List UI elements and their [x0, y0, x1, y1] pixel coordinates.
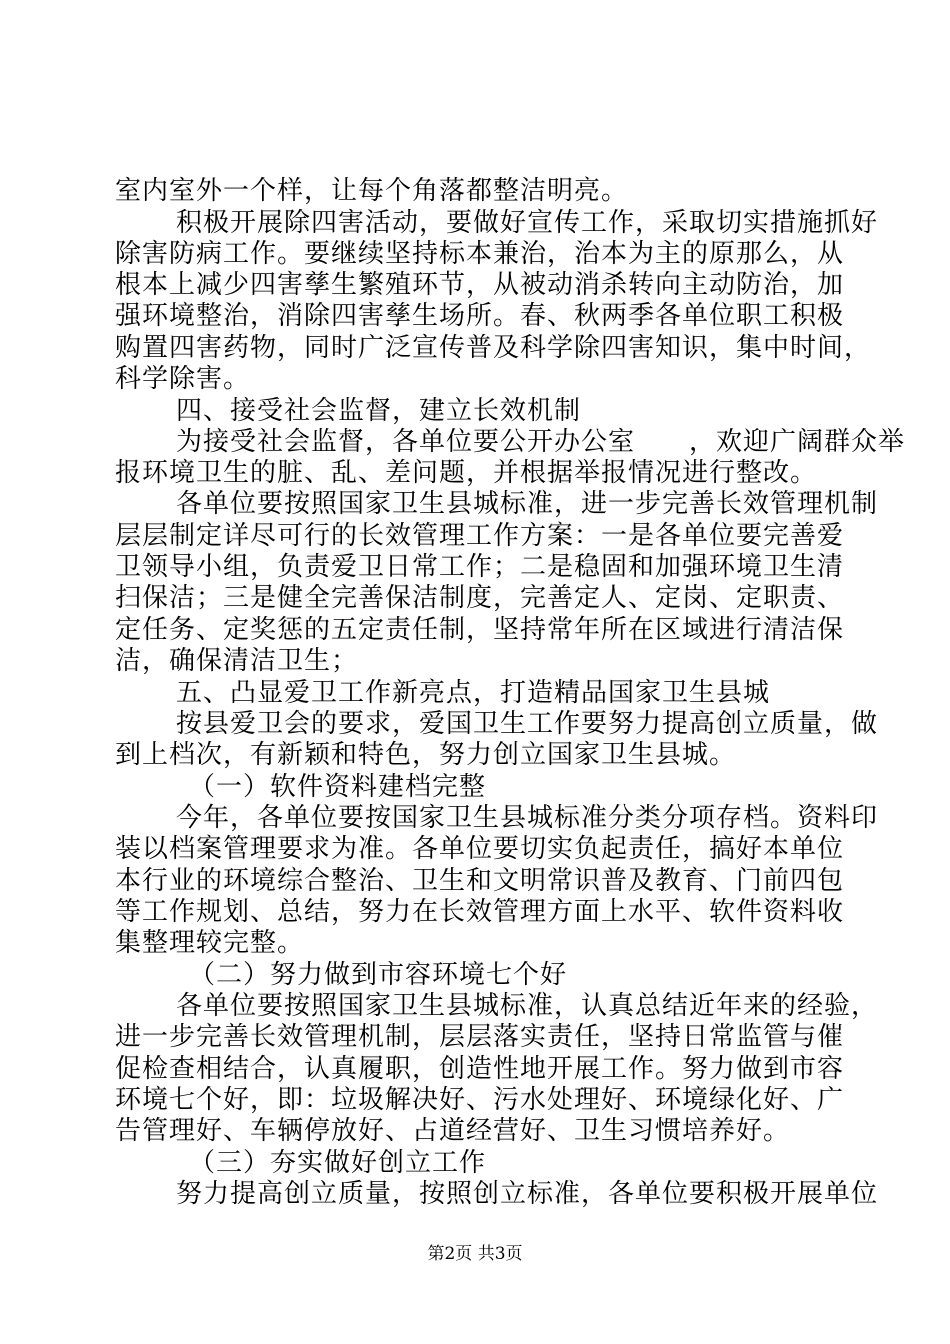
page-footer: 第2页 共3页 [427, 1244, 523, 1264]
text-line: 装以档案管理要求为准。各单位要切实负起责任，搞好本单位 [115, 834, 845, 864]
text-line: 室内室外一个样，让每个角落都整洁明亮。 [115, 176, 629, 206]
paragraph-start: 各单位要按照国家卫生县城标准，认真总结近年来的经验， [176, 991, 879, 1021]
paragraph-start: 按县爱卫会的要求，爱国卫生工作要努力提高创立质量，做 [176, 709, 879, 739]
text-line: 定任务、定奖惩的五定责任制，坚持常年所在区域进行清洁保 [115, 615, 845, 645]
text-line: 报环境卫生的脏、乱、差问题，并根据举报情况进行整改。 [115, 458, 818, 488]
section-heading: 四、接受社会监督，建立长效机制 [176, 396, 582, 426]
text-line: 科学除害。 [115, 364, 251, 394]
text-line: 本行业的环境综合整治、卫生和文明常识普及教育、门前四包 [115, 866, 845, 896]
paragraph-start: 各单位要按照国家卫生县城标准，进一步完善长效管理机制 [176, 489, 879, 519]
section-heading: 五、凸显爱卫工作新亮点，打造精品国家卫生县城 [176, 678, 771, 708]
text-line: 到上档次，有新颖和特色，努力创立国家卫生县城。 [115, 740, 737, 770]
paragraph-start: 积极开展除四害活动，要做好宣传工作，采取切实措施抓好 [176, 208, 879, 238]
text-line: 促检查相结合，认真履职，创造性地开展工作。努力做到市容 [115, 1054, 845, 1084]
paragraph-start: 为接受社会监督，各单位要公开办公室 ，欢迎广阔群众举 [176, 427, 906, 457]
text-line: 进一步完善长效管理机制，层层落实责任，坚持日常监管与催 [115, 1022, 845, 1052]
text-line: 根本上减少四害孳生繁殖环节，从被动消杀转向主动防治，加 [115, 270, 845, 300]
text-line: 告管理好、车辆停放好、占道经营好、卫生习惯培养好。 [115, 1116, 791, 1146]
text-line: 环境七个好，即：垃圾解决好、污水处理好、环境绿化好、广 [115, 1085, 845, 1115]
paragraph-start: 努力提高创立质量，按照创立标准，各单位要积极开展单位 [176, 1179, 879, 1209]
subsection-heading: （二）努力做到市容环境七个好 [189, 960, 568, 990]
text-line: 洁，确保清洁卫生； [115, 646, 359, 676]
text-line: 购置四害药物，同时广泛宣传普及科学除四害知识，集中时间， [115, 333, 872, 363]
text-line: 除害防病工作。要继续坚持标本兼治，治本为主的原那么，从 [115, 239, 845, 269]
subsection-heading: （一）软件资料建档完整 [189, 772, 487, 802]
text-line: 卫领导小组，负责爱卫日常工作；二是稳固和加强环境卫生清 [115, 552, 845, 582]
paragraph-start: 今年，各单位要按国家卫生县城标准分类分项存档。资料印 [176, 803, 879, 833]
text-line: 等工作规划、总结，努力在长效管理方面上水平、软件资料收 [115, 897, 845, 927]
subsection-heading: （三）夯实做好创立工作 [189, 1148, 487, 1178]
text-line: 扫保洁；三是健全完善保洁制度，完善定人、定岗、定职责、 [115, 583, 845, 613]
text-line: 强环境整治，消除四害孳生场所。春、秋两季各单位职工积极 [115, 301, 845, 331]
text-line: 层层制定详尽可行的长效管理工作方案：一是各单位要完善爱 [115, 521, 845, 551]
text-line: 集整理较完整。 [115, 928, 305, 958]
